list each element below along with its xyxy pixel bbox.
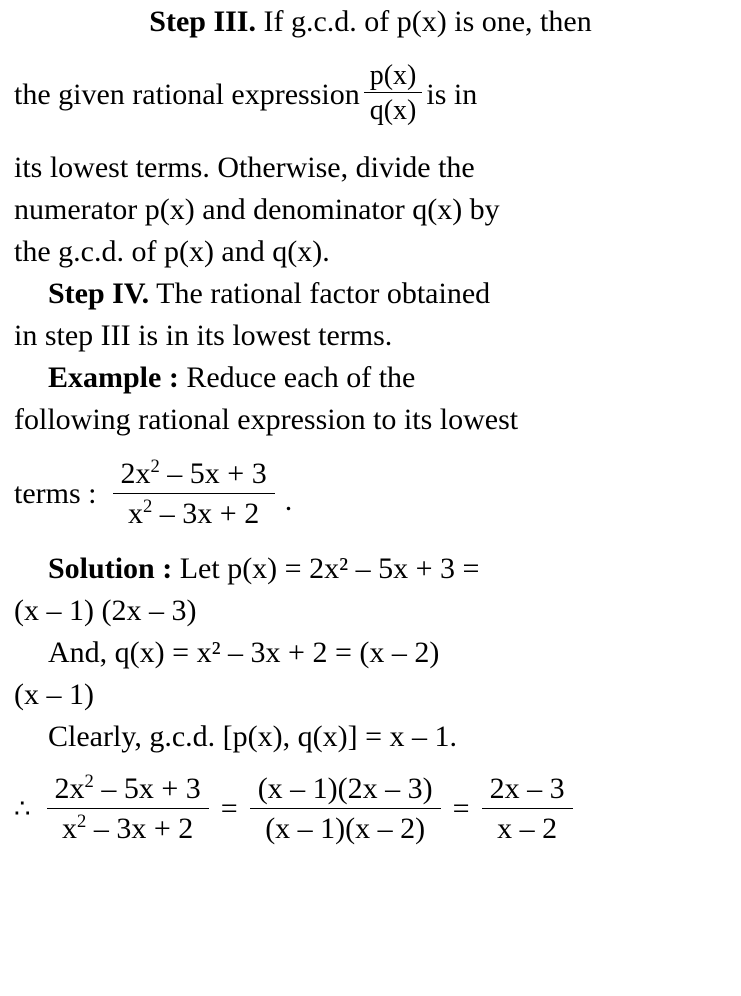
solution-line4: (x – 1)	[14, 677, 94, 711]
example-fraction	[113, 457, 275, 532]
final-term-2-denominator: (x – 1)(x – 2)	[265, 812, 426, 846]
therefore-symbol: ∴	[14, 794, 31, 824]
final-term-1	[47, 772, 209, 847]
fraction-denominator: q(x)	[369, 95, 417, 127]
example-heading-text: Reduce each of the	[178, 360, 416, 394]
example-heading-line	[0, 357, 741, 399]
example-period: .	[284, 483, 293, 517]
terms-label: terms :	[14, 477, 97, 511]
final-term-2-numerator: (x – 1)(2x – 3)	[250, 772, 441, 810]
step3-line5: the g.c.d. of p(x) and q(x).	[14, 234, 330, 268]
example-label: Example :	[48, 360, 179, 394]
term1-den-exponent: 2	[77, 811, 87, 833]
final-term-3-denominator: x – 2	[497, 812, 558, 846]
final-equation-row	[0, 772, 741, 847]
step3-heading-line	[0, 0, 741, 44]
step3-line4: numerator p(x) and denominator q(x) by	[14, 192, 500, 226]
final-term-1-denominator: $x^2 - 3x + 2$	[62, 811, 194, 846]
step3-line2-after: is in	[426, 78, 478, 112]
step3-fraction-line	[0, 62, 741, 129]
final-term-3	[482, 772, 573, 847]
numerator-exponent: 2	[150, 455, 160, 477]
solution-line2: (x – 1) (2x – 3)	[14, 593, 197, 627]
solution-heading-line	[0, 548, 741, 590]
final-term-1-numerator: $2x^2 - 5x + 3$	[47, 772, 209, 810]
equals-sign-1: =	[220, 792, 238, 826]
step3-heading-text: If g.c.d. of p(x) is one, then	[255, 5, 592, 38]
solution-line3: And, q(x) = x² – 3x + 2 = (x – 2)	[48, 635, 440, 669]
denominator-exponent: 2	[143, 496, 153, 518]
step4-heading-text: The rational factor obtained	[149, 276, 491, 310]
example-line2: following rational expression to its lowest	[14, 402, 519, 436]
step3-line3: its lowest terms. Otherwise, divide the	[14, 150, 475, 184]
solution-line5: Clearly, g.c.d. [p(x), q(x)] = x – 1.	[48, 719, 458, 753]
step4-line2: in step III is in its lowest terms.	[14, 318, 393, 352]
step4-label: Step IV.	[48, 276, 150, 310]
example-fraction-numerator: $2x^2 - 5x + 3$	[113, 457, 275, 495]
solution-label: Solution :	[48, 551, 173, 585]
step4-heading-line	[0, 273, 741, 315]
term1-num-exponent: 2	[84, 770, 94, 792]
step3-line2-before: the given rational expression	[14, 78, 360, 112]
equals-sign-2: =	[452, 792, 470, 826]
final-term-3-numerator: 2x – 3	[482, 772, 573, 810]
solution-line1: Let p(x) = 2x² – 5x + 3 =	[172, 551, 480, 585]
example-fraction-denominator: $x^2 - 3x + 2$	[128, 496, 260, 531]
inline-fraction-p-over-q	[364, 60, 423, 127]
step3-label: Step III.	[149, 5, 256, 38]
final-term-2	[250, 772, 441, 847]
fraction-numerator: p(x)	[364, 60, 423, 93]
example-expression-row	[0, 457, 741, 532]
